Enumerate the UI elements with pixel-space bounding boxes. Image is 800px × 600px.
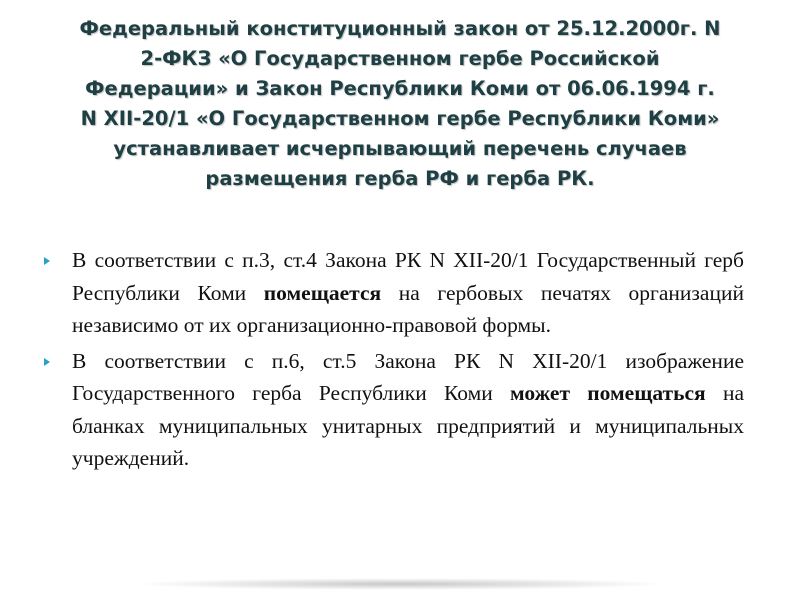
bullet-arrow-icon: [44, 257, 50, 265]
bullet-2-text-bold: может помещаться: [510, 381, 706, 405]
bullet-item-1: [42, 244, 744, 342]
title-line-4: N XII-20/1 «О Государственном гербе Республики Коми»: [80, 107, 720, 130]
bullet-1-text-after: на гербовых печатях организаций независимо от их организационно-правовой формы.: [72, 280, 744, 337]
title-line-5: устанавливает исчерпывающий перечень случаев: [113, 137, 687, 160]
bullet-arrow-icon: [44, 358, 50, 366]
title-line-1: Федеральный конституционный закон от 25.12.2000г. N: [79, 17, 721, 40]
slide-title: [40, 14, 760, 194]
bullet-2-text-after: на бланках муниципальных унитарных предприятий и муниципальных учреждений.: [72, 381, 744, 470]
title-line-2: 2-ФКЗ «О Государственном гербе Российской: [140, 47, 660, 70]
bullet-list: [42, 244, 744, 478]
title-line-3: Федерации» и Закон Республики Коми от 06.06.1994 г.: [85, 77, 715, 100]
bullet-1-text-before: В соответствии с п.3, ст.4 Закона РК N XII-20/1 Государственный герб Республики Коми: [72, 248, 744, 305]
bullet-item-2: [42, 345, 744, 475]
bottom-shadow-divider: [130, 578, 670, 590]
bullet-2-text-before: В соответствии с п.6, ст.5 Закона РК N XII-20/1 изображение Государственного герба Республики Коми: [72, 348, 744, 405]
title-line-6: размещения герба РФ и герба РК.: [205, 167, 595, 190]
bullet-1-text-bold: помещается: [263, 280, 382, 305]
